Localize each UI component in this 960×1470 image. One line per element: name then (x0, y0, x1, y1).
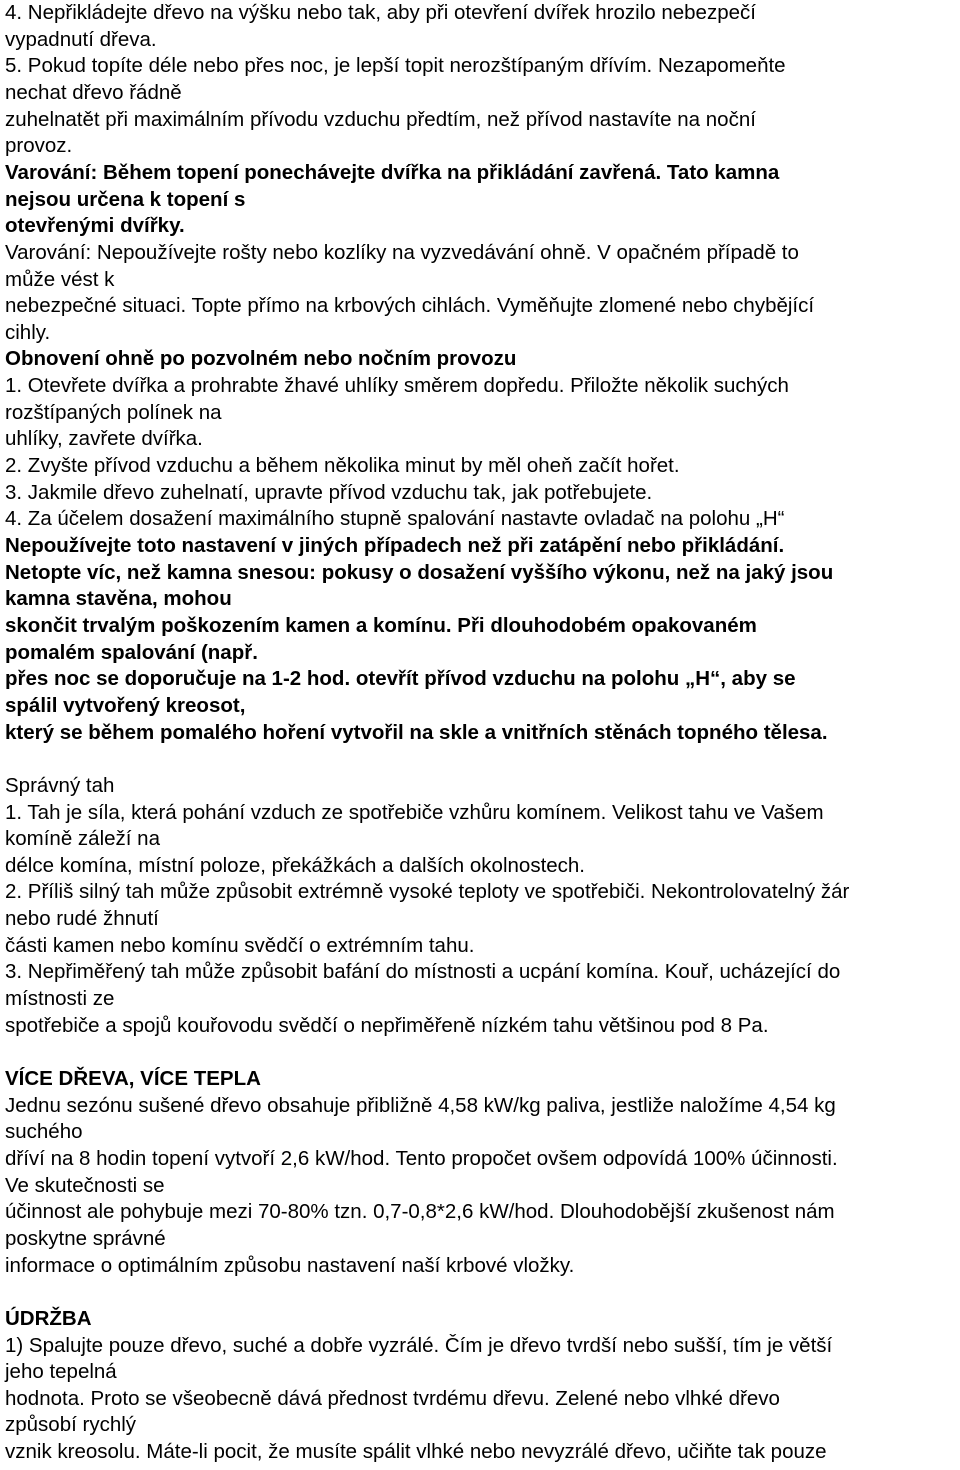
text-line: informace o optimálním způsobu nastavení naší krbové vložky. (5, 1253, 575, 1277)
text-line: dříví na 8 hodin topení vytvoří 2,6 kW/hod. Tento propočet ovšem odpovídá 100% účinnosti. (5, 1146, 838, 1170)
bold-text-line: nejsou určena k topení s (5, 187, 246, 211)
text-line: 3. Jakmile dřevo zuhelnatí, upravte přívod vzduchu tak, jak potřebujete. (5, 480, 653, 504)
text-line: spotřebiče a spojů kouřovodu svědčí o nepřiměřeně nízkém tahu většinou pod 8 Pa. (5, 1013, 769, 1037)
bold-text-line: pomalém spalování (např. (5, 640, 258, 664)
text-line: Ve skutečnosti se (5, 1173, 165, 1197)
text-line: místnosti ze (5, 987, 115, 1011)
text-line: komíně záleží na (5, 827, 160, 851)
text-line: nechat dřevo řádně (5, 80, 182, 104)
text-line: suchého (5, 1120, 83, 1144)
bold-text-line: který se během pomalého hoření vytvořil na skle a vnitřních stěnách topného tělesa. (5, 720, 828, 744)
bold-text-line: přes noc se doporučuje na 1-2 hod. otevřít přívod vzduchu na polohu „H“, aby se (5, 667, 796, 691)
text-line: 1. Otevřete dvířka a prohrabte žhavé uhlíky směrem dopředu. Přiložte několik suchých (5, 374, 789, 398)
text-line: nebezpečné situaci. Topte přímo na krbových cihlách. Vyměňujte zlomené nebo chybějící (5, 294, 815, 318)
text-line: jeho tepelná (5, 1360, 117, 1384)
bold-text-line: VÍCE DŘEVA, VÍCE TEPLA (5, 1067, 261, 1090)
bold-text-line: ÚDRŽBA (5, 1306, 92, 1330)
bold-text-line: Varování: Během topení ponechávejte dvířka na přikládání zavřená. Tato kamna (5, 160, 780, 184)
bold-text-line: spálil vytvořený kreosot, (5, 693, 246, 717)
text-line: 4. Za účelem dosažení maximálního stupně spalování nastavte ovladač na polohu „H“ (5, 507, 785, 531)
text-line: délce komína, místní poloze, překážkách a dalších okolnostech. (5, 853, 586, 877)
text-line: 5. Pokud topíte déle nebo přes noc, je lepší topit nerozštípaným dřívím. Nezapomeňte (5, 54, 786, 78)
bold-text-line: Netopte víc, než kamna snesou: pokusy o dosažení vyššího výkonu, než na jaký jsou (5, 560, 834, 584)
text-line: 1. Tah je síla, která pohání vzduch ze spotřebiče vzhůru komínem. Velikost tahu ve Vašem (5, 800, 824, 824)
text-line: účinnost ale pohybuje mezi 70-80% tzn. 0,7-0,8*2,6 kW/hod. Dlouhodobější zkušenost nám (5, 1200, 835, 1224)
text-line: cihly. (5, 320, 51, 344)
bold-text-line: kamna stavěna, mohou (5, 587, 232, 611)
bold-text-line: skončit trvalým poškozením kamen a komínu. Při dlouhodobém opakovaném (5, 613, 757, 637)
text-line: vznik kreosolu. Máte-li pocit, že musíte spálit vlhké nebo nevyzrálé dřevo, učiňte tak pouze (5, 1440, 827, 1464)
bold-text-line: Nepoužívejte toto nastavení v jiných případech než při zatápění nebo přikládání. (5, 534, 785, 557)
text-line: uhlíky, zavřete dvířka. (5, 427, 203, 451)
text-line: 4. Nepřikládejte dřevo na výšku nebo tak, aby při otevření dvířek hrozilo nebezpečí (5, 1, 756, 24)
text-line: nebo rudé žhnutí (5, 907, 159, 931)
text-line: hodnota. Proto se všeobecně dává přednost tvrdému dřevu. Zelené nebo vlhké dřevo (5, 1386, 780, 1410)
text-line: zuhelnatět při maximálním přívodu vzduchu předtím, než přívod nastavíte na noční (5, 107, 756, 131)
text-line: 2. Zvyšte přívod vzduchu a během několika minut by měl oheň začít hořet. (5, 454, 680, 478)
bold-text-line: Obnovení ohně po pozvolném nebo nočním provozu (5, 347, 517, 371)
text-line: poskytne správné (5, 1226, 166, 1250)
text-line: Varování: Nepoužívejte rošty nebo kozlíky na vyzvedávání ohně. V opačném případě to (5, 240, 799, 264)
text-line: může vést k (5, 267, 115, 291)
bold-text-line: otevřenými dvířky. (5, 214, 185, 238)
text-line: Jednu sezónu sušené dřevo obsahuje přibližně 4,58 kW/kg paliva, jestliže naložíme 4,54 kg (5, 1093, 836, 1117)
text-line: provoz. (5, 134, 73, 158)
text-line: 2. Příliš silný tah může způsobit extrémně vysoké teploty ve spotřebiči. Nekontrolovatelný žár (5, 880, 850, 904)
text-line: rozštípaných polínek na (5, 400, 222, 424)
text-line: 3. Nepřiměřený tah může způsobit bafání do místnosti a ucpání komína. Kouř, ucházející do (5, 960, 841, 984)
text-line: vypadnutí dřeva. (5, 27, 157, 51)
text-line: 1) Spalujte pouze dřevo, suché a dobře vyzrálé. Čím je dřevo tvrdší nebo sušší, tím je větší (5, 1333, 833, 1357)
text-line: Správný tah (5, 773, 115, 797)
text-line: způsobí rychlý (5, 1413, 137, 1437)
text-line: části kamen nebo komínu svědčí o extrémním tahu. (5, 933, 475, 957)
